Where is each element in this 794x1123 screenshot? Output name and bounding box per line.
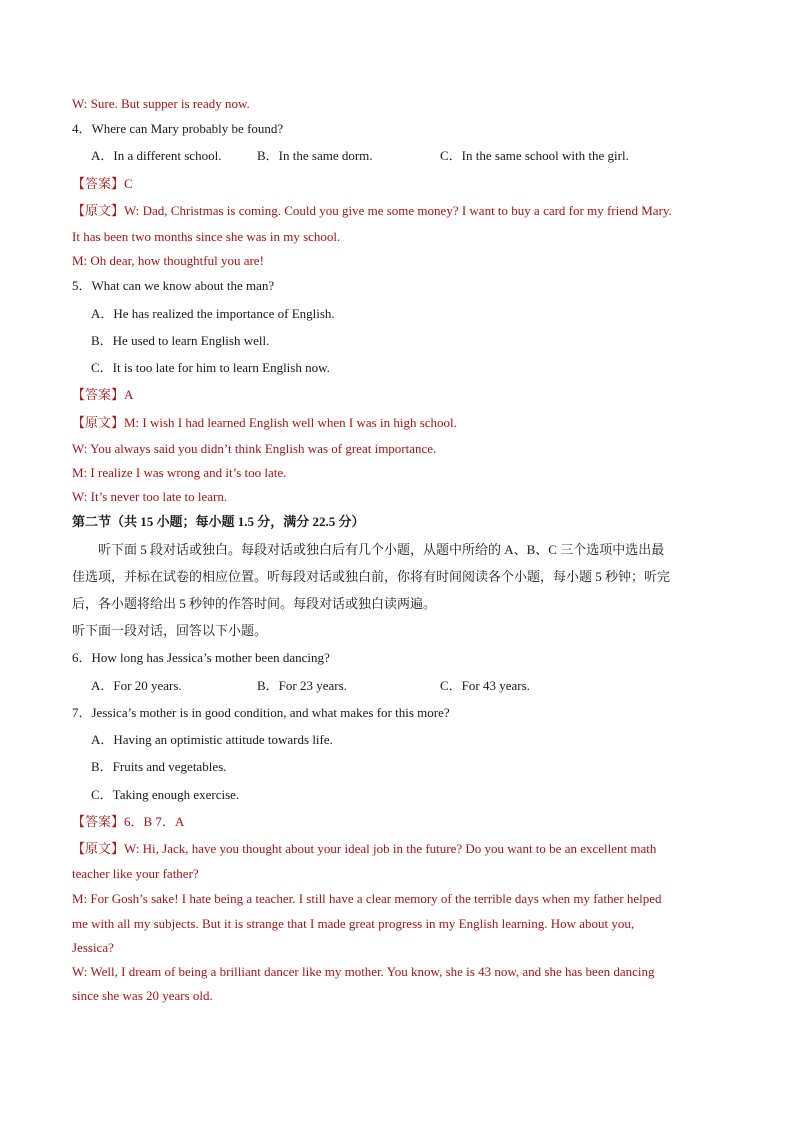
transcript-line: since she was 20 years old. xyxy=(72,988,213,1003)
option-6a: A．For 20 years. xyxy=(91,678,182,693)
option-4a: A．In a different school. xyxy=(91,148,222,163)
instructions-line: 佳选项，并标在试卷的相应位置。听每段对话或独白前，你将有时间阅读各个小题，每小题 5 秒钟；听完 xyxy=(72,569,671,584)
option-5b: B．He used to learn English well. xyxy=(91,333,270,348)
question-4: 4．Where can Mary probably be found? xyxy=(72,121,284,136)
transcript-line: teacher like your father? xyxy=(72,866,199,881)
transcript-line: M: Oh dear, how thoughtful you are! xyxy=(72,253,264,268)
option-5c: C．It is too late for him to learn English now. xyxy=(91,360,330,375)
option-7a: A．Having an optimistic attitude towards life. xyxy=(91,732,333,747)
answer-5: 【答案】A xyxy=(72,387,134,402)
option-4b: B．In the same dorm. xyxy=(257,148,373,163)
instructions-line: 后，各小题将给出 5 秒钟的作答时间。每段对话或独白读两遍。 xyxy=(72,596,437,611)
transcript-line: 【原文】M: I wish I had learned English well when I was in high school. xyxy=(72,415,457,430)
option-7b: B．Fruits and vegetables. xyxy=(91,759,227,774)
transcript-line: M: I realize I was wrong and it’s too late. xyxy=(72,465,287,480)
option-6c: C．For 43 years. xyxy=(440,678,530,693)
transcript-line: 【原文】W: Dad, Christmas is coming. Could you give me some money? I want to buy a card for my friend Mary. xyxy=(72,203,672,218)
section-prompt: 听下面一段对话，回答以下小题。 xyxy=(72,623,268,638)
transcript-line: me with all my subjects. But it is strange that I made great progress in my English learning. How about you, xyxy=(72,916,635,931)
question-6: 6．How long has Jessica’s mother been dancing? xyxy=(72,650,330,665)
transcript-line: 【原文】W: Hi, Jack, have you thought about your ideal job in the future? Do you want to be an excellent math xyxy=(72,841,657,856)
question-5: 5．What can we know about the man? xyxy=(72,278,275,293)
instructions-line: 听下面 5 段对话或独白。每段对话或独白后有几个小题，从题中所给的 A、B、C 三个选项中选出最 xyxy=(98,542,665,557)
option-7c: C．Taking enough exercise. xyxy=(91,787,240,802)
transcript-line: W: It’s never too late to learn. xyxy=(72,489,228,504)
transcript-line: W: Sure. But supper is ready now. xyxy=(72,96,250,111)
transcript-line: M: For Gosh’s sake! I hate being a teacher. I still have a clear memory of the terrible days when my father helped xyxy=(72,891,662,906)
transcript-line: W: You always said you didn’t think English was of great importance. xyxy=(72,441,437,456)
section-heading: 第二节（共 15 小题；每小题 1.5 分，满分 22.5 分） xyxy=(72,514,365,529)
transcript-line: W: Well, I dream of being a brilliant dancer like my mother. You know, she is 43 now, and she has been dancing xyxy=(72,964,655,979)
transcript-line: Jessica? xyxy=(72,940,114,955)
answer-4: 【答案】C xyxy=(72,176,133,191)
option-6b: B．For 23 years. xyxy=(257,678,347,693)
question-7: 7．Jessica’s mother is in good condition, and what makes for this more? xyxy=(72,705,450,720)
transcript-line: It has been two months since she was in my school. xyxy=(72,229,341,244)
answer-6-7: 【答案】6．B 7．A xyxy=(72,814,185,829)
option-4c: C．In the same school with the girl. xyxy=(440,148,629,163)
option-5a: A．He has realized the importance of English. xyxy=(91,306,335,321)
